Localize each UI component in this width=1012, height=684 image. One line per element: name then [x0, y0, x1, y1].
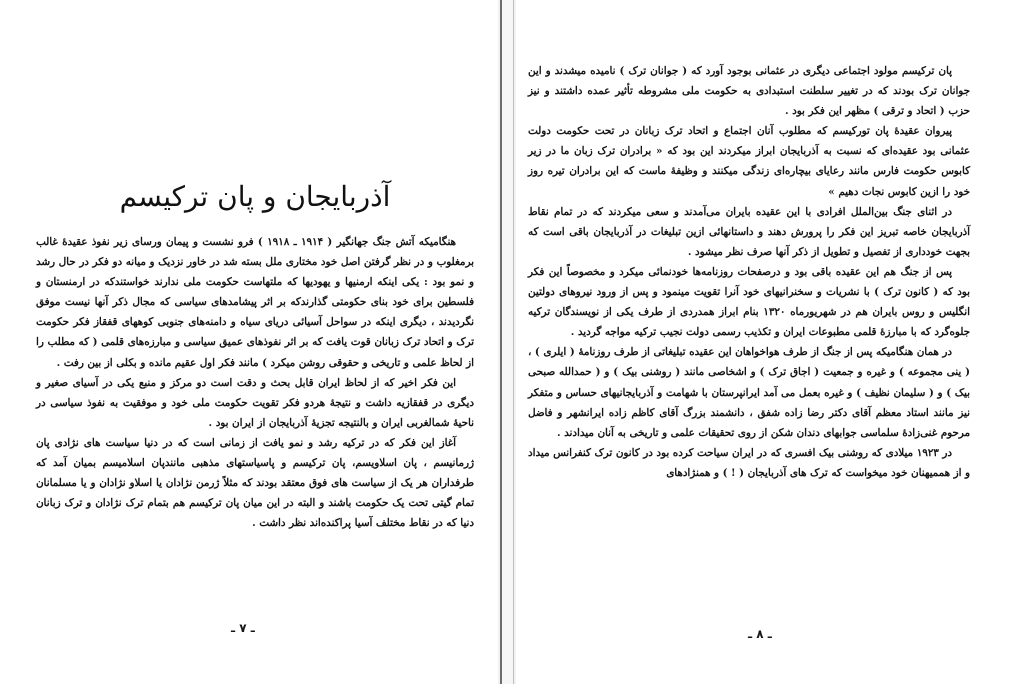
paragraph: پیروان عقیدهٔ پان تورکیسم که مطلوب آنان اجتماع و اتحاد ترک زبانان در تحت حکومت دولت عثمانی بود عقیده‌ای که نسبت به آذربایجان ابراز میکردند این بود که « برادران ترک زبان ما در زیر کابوس حکومت فارس مانند رعایای بیچاره‌ای زندگی میکنند و وظیفهٔ ماست که این برادران تیره روز خود را ازین کابوس نجات دهیم »	[528, 125, 970, 198]
page-title: آذربایجان و پان ترکیسم	[119, 180, 391, 213]
page-gutter	[500, 0, 514, 684]
left-page-body	[36, 232, 474, 533]
page-number-right: ـ ۸ ـ	[748, 627, 772, 641]
paragraph: در همان هنگامیکه پس از جنگ از طرف هواخواهان این عقیده تبلیغاتی از طرف روزنامهٔ ( ایلری ) ، ( ینی مجموعه ) و غیره و جمعیت ( اجاق ترک ) و اشخاصی مانند ( روشنی بیک ) و ( حمدالله صبحی بیک ) و ( سلیمان نظیف ) و غیره بعمل می آمد ایرانپرستان با شهامت و آذربایجانیهای حساس و متفکر نیز مانند استاد معظم آقای دکتر رضا زاده شفق ، دانشمند بزرگ آقای کاظم زاده ایرانشهر و فاضل مرحوم غنی‌زادهٔ سلماسی جوابهای دندان شکن از روی تحقیقات علمی و تاریخی به آنان میدادند .	[528, 346, 970, 439]
paragraph: در ۱۹۲۳ میلادی که روشنی بیک افسری که در ایران سیاحت کرده بود در کانون ترک کنفرانس میداد و از هممیهنان خود میخواست که ترک های آذربایجان ( ! ) و همنژادهای	[528, 446, 970, 479]
paragraph: پس از جنگ هم این عقیده باقی بود و درصفحات روزنامه‌ها خودنمائی میکرد و مخصوصاً این فکر بود که ( کانون ترک ) با نشریات و سخنرانیهای خود آنرا تقویت مینمود و پس از ورود نیروهای دولتین انگلیس و روس بایران هم در شهریورماه ۱۳۲۰ بنام ابراز همدردی از طرف یکی از نویسندگان ترکیه جلوه‌گرد که با مبارزهٔ قلمی مطبوعات ایران و تکذیب رسمی دولت نجیب ترکیه مواجه گردید .	[528, 265, 970, 339]
paragraph: پان ترکیسم مولود اجتماعی دیگری در عثمانی بوجود آورد که ( جوانان ترک ) نامیده میشدند و این جوانان ترک بودند که در تغییر سلطنت استبدادی به حکومت ملی مشروطه تأثیر عمده داشتند و نیز حزب ( اتحاد و ترقی ) مظهر این فکر بود .	[528, 65, 970, 118]
paragraph: هنگامیکه آتش جنگ جهانگیر ( ۱۹۱۴ ـ ۱۹۱۸ ) فرو نشست و پیمان ورسای زیر نفوذ عقیدهٔ غالب برمغلوب و در نظر گرفتن اصل خود مختاری ملل بسته شد در خاور نزدیک و میانه دو فکر در حال رشد و نمو بود : یکی اینکه ارمنیها و یهودیها که ملتهاست حکومت ملی ندارند خواستندکه در ارمنستان و فلسطین برای خود بنای حکومتی گذارندکه بر اثر پیشامدهای سیاسی که مجال ذکر آنها نیست موفق نگردیدند ، دیگری اینکه در سواحل آسیائی دریای سیاه و دامنه‌های جنوبی کوههای قفقاز فکر حکومت ترک و اتحاد ترک زبانان قوت یافت که بر اثر نفوذهای عمیق سیاسی و مبارزه‌های قلمی ( که مطلب را از لحاظ علمی و تاریخی و حقوقی روشن میکرد ) مانند فکر اول عقیم مانده و بکلی از بین رفت .	[36, 236, 474, 369]
paragraph: در اثنای جنگ بین‌الملل افرادی با این عقیده بایران می‌آمدند و سعی میکردند که در تمام نقاط آذربایجان خاصه تبریز این فکر را پرورش دهند و داستانهائی ازین تبلیغات در آذربایجان باقی است که بجهت خودداری از تفصیل و تطویل از ذکر آنها صرف نظر میشود .	[528, 205, 970, 258]
paragraph: این فکر اخیر که از لحاظ ایران قابل بحث و دقت است دو مرکز و منبع یکی در آسیای صغیر و دیگری در قفقازیه داشت و نتیجهٔ هردو فکر تقویت حکومت ملی خود و موفقیت به نفوذ سیاسی در ناحیهٔ شمالغربی ایران و بالنتیجه تجزیهٔ آذربایجان از ایران بود .	[36, 376, 474, 429]
page-number-left: ـ ۷ ـ	[231, 621, 255, 635]
paragraph: آغاز این فکر که در ترکیه رشد و نمو یافت از زمانی است که در دنیا سیاست های نژادی پان ژرمانیسم ، پان اسلاویسم، پان ترکیسم و پاسیاستهای مذهبی مانندپان اسلامیسم بمیان آمد که طرفداران هر یک از سیاست های فوق معتقد بودند که مثلاً ژرمن نژادان یا اسلاو نژادان و یا مسلمانان تمام گیتی تحت یک حکومت باشند و البته در این میان پان ترکیسم هم بتمام ترک نژادان و ترک زبانان دنیا که در نقاط مختلف آسیا پراکنده‌اند نظر داشت .	[36, 436, 474, 530]
right-page-body	[528, 61, 970, 483]
